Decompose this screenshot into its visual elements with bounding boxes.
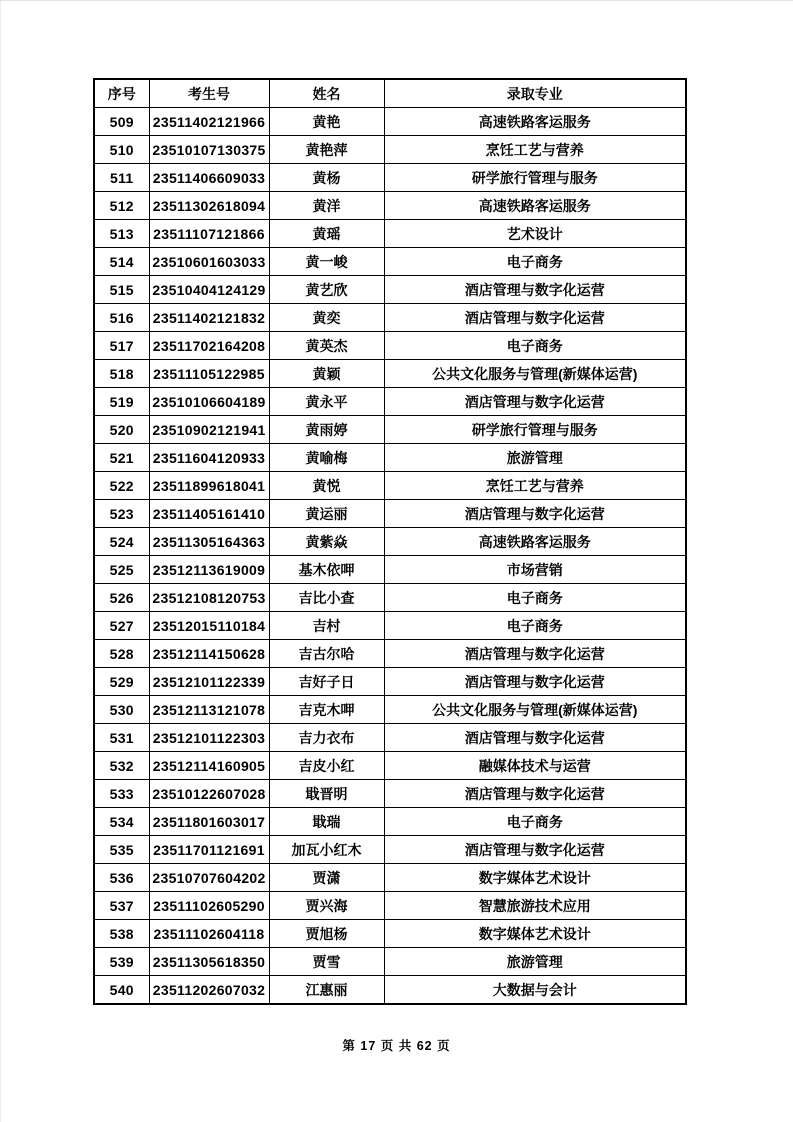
cell-candidate-id: 23510122607028 xyxy=(149,780,269,808)
cell-admitted-major: 酒店管理与数字化运营 xyxy=(384,304,686,332)
cell-index: 517 xyxy=(94,332,149,360)
cell-candidate-id: 23511701121691 xyxy=(149,836,269,864)
cell-candidate-id: 23510601603033 xyxy=(149,248,269,276)
table-row xyxy=(94,780,686,808)
cell-name: 吉古尔哈 xyxy=(269,640,384,668)
table-row xyxy=(94,444,686,472)
cell-candidate-id: 23511305164363 xyxy=(149,528,269,556)
admission-table xyxy=(93,78,687,1005)
cell-admitted-major: 旅游管理 xyxy=(384,444,686,472)
cell-index: 527 xyxy=(94,612,149,640)
cell-index: 525 xyxy=(94,556,149,584)
table-row xyxy=(94,696,686,724)
table-row xyxy=(94,108,686,136)
cell-admitted-major: 酒店管理与数字化运营 xyxy=(384,668,686,696)
cell-name: 黄洋 xyxy=(269,192,384,220)
cell-index: 509 xyxy=(94,108,149,136)
cell-admitted-major: 酒店管理与数字化运营 xyxy=(384,724,686,752)
cell-candidate-id: 23512113619009 xyxy=(149,556,269,584)
cell-index: 524 xyxy=(94,528,149,556)
cell-admitted-major: 数字媒体艺术设计 xyxy=(384,864,686,892)
cell-candidate-id: 23511105122985 xyxy=(149,360,269,388)
cell-name: 江惠丽 xyxy=(269,976,384,1005)
cell-admitted-major: 旅游管理 xyxy=(384,948,686,976)
page-footer: 第 17 页 共 62 页 xyxy=(342,1039,451,1053)
cell-candidate-id: 23512101122339 xyxy=(149,668,269,696)
cell-name: 黄颖 xyxy=(269,360,384,388)
cell-candidate-id: 23510106604189 xyxy=(149,388,269,416)
table-row xyxy=(94,752,686,780)
cell-admitted-major: 融媒体技术与运营 xyxy=(384,752,686,780)
cell-name: 黄喻梅 xyxy=(269,444,384,472)
cell-index: 535 xyxy=(94,836,149,864)
cell-index: 534 xyxy=(94,808,149,836)
cell-candidate-id: 23511402121832 xyxy=(149,304,269,332)
cell-candidate-id: 23511604120933 xyxy=(149,444,269,472)
cell-candidate-id: 23512114160905 xyxy=(149,752,269,780)
cell-index: 523 xyxy=(94,500,149,528)
cell-admitted-major: 研学旅行管理与服务 xyxy=(384,416,686,444)
cell-admitted-major: 智慧旅游技术应用 xyxy=(384,892,686,920)
table-row xyxy=(94,724,686,752)
table-row xyxy=(94,556,686,584)
cell-candidate-id: 23510902121941 xyxy=(149,416,269,444)
cell-index: 528 xyxy=(94,640,149,668)
cell-candidate-id: 23512113121078 xyxy=(149,696,269,724)
cell-index: 533 xyxy=(94,780,149,808)
table-row xyxy=(94,248,686,276)
cell-admitted-major: 电子商务 xyxy=(384,612,686,640)
header-admitted-major: 录取专业 xyxy=(384,79,686,108)
cell-index: 540 xyxy=(94,976,149,1005)
table-row xyxy=(94,472,686,500)
cell-admitted-major: 公共文化服务与管理(新媒体运营) xyxy=(384,696,686,724)
cell-name: 吉力衣布 xyxy=(269,724,384,752)
cell-index: 516 xyxy=(94,304,149,332)
cell-candidate-id: 23511102604118 xyxy=(149,920,269,948)
cell-index: 519 xyxy=(94,388,149,416)
cell-admitted-major: 高速铁路客运服务 xyxy=(384,192,686,220)
cell-admitted-major: 烹饪工艺与营养 xyxy=(384,136,686,164)
cell-index: 515 xyxy=(94,276,149,304)
cell-candidate-id: 23510404124129 xyxy=(149,276,269,304)
cell-index: 537 xyxy=(94,892,149,920)
cell-index: 521 xyxy=(94,444,149,472)
cell-admitted-major: 市场营销 xyxy=(384,556,686,584)
cell-index: 530 xyxy=(94,696,149,724)
cell-admitted-major: 烹饪工艺与营养 xyxy=(384,472,686,500)
header-index: 序号 xyxy=(94,79,149,108)
header-candidate-id: 考生号 xyxy=(149,79,269,108)
cell-candidate-id: 23511102605290 xyxy=(149,892,269,920)
cell-candidate-id: 23512015110184 xyxy=(149,612,269,640)
cell-name: 戢晋明 xyxy=(269,780,384,808)
cell-index: 529 xyxy=(94,668,149,696)
table-row xyxy=(94,360,686,388)
cell-name: 黄艺欣 xyxy=(269,276,384,304)
cell-candidate-id: 23512114150628 xyxy=(149,640,269,668)
cell-index: 526 xyxy=(94,584,149,612)
cell-admitted-major: 数字媒体艺术设计 xyxy=(384,920,686,948)
cell-name: 黄艳 xyxy=(269,108,384,136)
cell-candidate-id: 23511406609033 xyxy=(149,164,269,192)
cell-candidate-id: 23511202607032 xyxy=(149,976,269,1005)
cell-name: 黄英杰 xyxy=(269,332,384,360)
cell-index: 531 xyxy=(94,724,149,752)
table-header-row xyxy=(94,79,686,108)
cell-index: 512 xyxy=(94,192,149,220)
table-row xyxy=(94,584,686,612)
cell-admitted-major: 电子商务 xyxy=(384,248,686,276)
cell-index: 538 xyxy=(94,920,149,948)
cell-admitted-major: 电子商务 xyxy=(384,808,686,836)
cell-admitted-major: 高速铁路客运服务 xyxy=(384,108,686,136)
cell-candidate-id: 23512108120753 xyxy=(149,584,269,612)
cell-index: 536 xyxy=(94,864,149,892)
cell-candidate-id: 23511107121866 xyxy=(149,220,269,248)
cell-name: 黄奕 xyxy=(269,304,384,332)
cell-name: 贾兴海 xyxy=(269,892,384,920)
cell-candidate-id: 23510107130375 xyxy=(149,136,269,164)
table-row xyxy=(94,276,686,304)
cell-name: 贾潇 xyxy=(269,864,384,892)
cell-index: 522 xyxy=(94,472,149,500)
cell-name: 黄一峻 xyxy=(269,248,384,276)
table-row xyxy=(94,640,686,668)
table-row xyxy=(94,416,686,444)
table-row xyxy=(94,668,686,696)
cell-admitted-major: 高速铁路客运服务 xyxy=(384,528,686,556)
cell-admitted-major: 酒店管理与数字化运营 xyxy=(384,640,686,668)
cell-index: 510 xyxy=(94,136,149,164)
cell-name: 黄艳萍 xyxy=(269,136,384,164)
table-row xyxy=(94,164,686,192)
cell-name: 黄杨 xyxy=(269,164,384,192)
cell-index: 539 xyxy=(94,948,149,976)
table-row xyxy=(94,976,686,1005)
cell-name: 戢瑞 xyxy=(269,808,384,836)
table-row xyxy=(94,220,686,248)
cell-admitted-major: 酒店管理与数字化运营 xyxy=(384,388,686,416)
cell-candidate-id: 23511402121966 xyxy=(149,108,269,136)
cell-admitted-major: 酒店管理与数字化运营 xyxy=(384,836,686,864)
cell-index: 514 xyxy=(94,248,149,276)
cell-name: 黄雨婷 xyxy=(269,416,384,444)
cell-name: 黄运丽 xyxy=(269,500,384,528)
table-row xyxy=(94,892,686,920)
cell-name: 吉皮小红 xyxy=(269,752,384,780)
table-row xyxy=(94,332,686,360)
cell-name: 黄紫焱 xyxy=(269,528,384,556)
cell-name: 吉好子日 xyxy=(269,668,384,696)
cell-candidate-id: 23511899618041 xyxy=(149,472,269,500)
cell-admitted-major: 电子商务 xyxy=(384,584,686,612)
table-body xyxy=(94,108,686,1005)
cell-index: 532 xyxy=(94,752,149,780)
table-row xyxy=(94,500,686,528)
cell-candidate-id: 23511801603017 xyxy=(149,808,269,836)
cell-index: 520 xyxy=(94,416,149,444)
cell-candidate-id: 23511305618350 xyxy=(149,948,269,976)
cell-name: 黄瑶 xyxy=(269,220,384,248)
cell-admitted-major: 研学旅行管理与服务 xyxy=(384,164,686,192)
cell-candidate-id: 23511302618094 xyxy=(149,192,269,220)
header-name: 姓名 xyxy=(269,79,384,108)
cell-name: 基木依呷 xyxy=(269,556,384,584)
cell-name: 黄悦 xyxy=(269,472,384,500)
table-row xyxy=(94,136,686,164)
cell-name: 吉比小查 xyxy=(269,584,384,612)
cell-admitted-major: 酒店管理与数字化运营 xyxy=(384,780,686,808)
cell-admitted-major: 电子商务 xyxy=(384,332,686,360)
cell-admitted-major: 艺术设计 xyxy=(384,220,686,248)
cell-candidate-id: 23512101122303 xyxy=(149,724,269,752)
table-row xyxy=(94,304,686,332)
cell-name: 加瓦小红木 xyxy=(269,836,384,864)
cell-candidate-id: 23511702164208 xyxy=(149,332,269,360)
cell-admitted-major: 酒店管理与数字化运营 xyxy=(384,500,686,528)
cell-name: 黄永平 xyxy=(269,388,384,416)
table-row xyxy=(94,612,686,640)
cell-admitted-major: 酒店管理与数字化运营 xyxy=(384,276,686,304)
cell-name: 吉村 xyxy=(269,612,384,640)
cell-name: 贾雪 xyxy=(269,948,384,976)
table-row xyxy=(94,864,686,892)
cell-candidate-id: 23510707604202 xyxy=(149,864,269,892)
cell-name: 吉克木呷 xyxy=(269,696,384,724)
cell-admitted-major: 公共文化服务与管理(新媒体运营) xyxy=(384,360,686,388)
cell-name: 贾旭杨 xyxy=(269,920,384,948)
table-row xyxy=(94,920,686,948)
table-row xyxy=(94,192,686,220)
table-row xyxy=(94,948,686,976)
table-row xyxy=(94,388,686,416)
cell-candidate-id: 23511405161410 xyxy=(149,500,269,528)
table-row xyxy=(94,808,686,836)
cell-index: 513 xyxy=(94,220,149,248)
cell-index: 518 xyxy=(94,360,149,388)
cell-admitted-major: 大数据与会计 xyxy=(384,976,686,1005)
cell-index: 511 xyxy=(94,164,149,192)
table-row xyxy=(94,528,686,556)
table-row xyxy=(94,836,686,864)
